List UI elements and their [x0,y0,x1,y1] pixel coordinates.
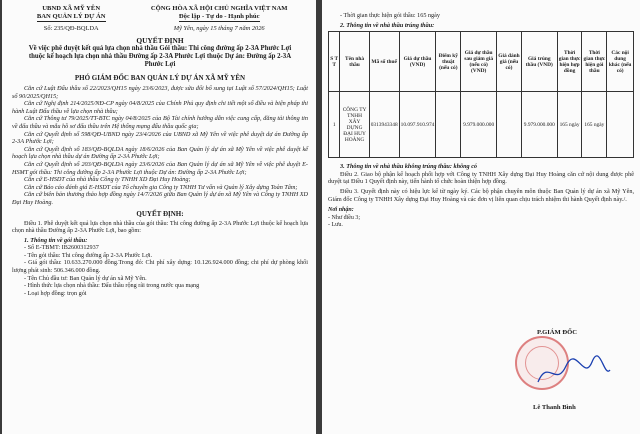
recipient-1: - Như điều 3; [328,214,361,221]
table-cell [497,92,522,158]
nation-line1: CỘNG HÒA XÃ HỘI CHỦ NGHĨA VIỆT NAM [150,5,288,12]
doc-date: Mỹ Yên, ngày 15 tháng 7 năm 2026 [173,25,265,32]
table-header-cell: Điểm kỹ thuật (nếu có) [436,32,461,92]
legal-basis-item: Căn cứ Báo cáo đánh giá E-HSDT của Tổ chuyên gia Công ty TNHH Tư vấn và Quản lý Xây dựng Toàn Tâm; [24,183,298,191]
legal-basis-item: Căn cứ E-HSDT của nhà thầu Công ty TNHH XD Đại Huy Hoàng; [24,176,191,184]
article-1: Điều 1. Phê duyệt kết quả lựa chọn nhà thầu của gói thầu: Thi công đường ấp 2-3A Phước Lợi thuộc kế hoạch lựa chọn nhà thầu Đường ấp 2-3A Phước Lợi, bao gồm: [12,219,308,235]
legal-basis-item: Căn cứ Thông tư 79/2025/TT-BTC ngày 04/8/2025 của Bộ Tài chính hướng dẫn việc cung cấp, đăng tải thông tin về đấu thầu và mẫu hồ sơ đấu thầu trên Hệ thống mạng đấu thầu quốc gia; [12,115,308,130]
table-header-cell: S T T [329,32,340,92]
header [12,5,308,22]
table-header-cell: Mã số thuế [369,32,399,92]
table-cell: 10.097.910.974 [399,92,436,158]
table-header-cell: Giá đánh giá (nếu có) [497,32,522,92]
doc-title: QUYẾT ĐỊNH [136,36,184,45]
table-cell: 9.979.000.000 [461,92,497,158]
signer-name: Lê Thanh Bình [533,404,576,411]
legal-basis-item: Căn cứ Quyết định số 203/QĐ-BQLDA ngày 23/6/2026 của Ban Quản lý dự án xã Mỹ Yên về việc phê duyệt E-HSMT gói thầu: Thi công đường ấp 2-3A Phước Lợi thuộc Dự án: Đường ấp 2-3A Phước Lợi; [12,160,308,176]
table-row [329,92,634,158]
right-page [322,0,640,434]
decision-heading: QUYẾT ĐỊNH: [136,209,184,218]
article-3: Điều 3. Quyết định này có hiệu lực kể từ ngày ký. Các bộ phận chuyên môn thuộc Ban Quản lý dự án xã Mỹ Yên, Giám đốc Công ty TNHH Xây dựng Đại Huy Hoàng và các đơn vị liên quan chịu trách nhiệm thi hành Quyết định này./. [328,187,634,203]
doc-number: Số: 235/QĐ-BQLDA [43,25,99,32]
legal-basis-item: Căn cứ Quyết định số 183/QĐ-BQLDA ngày 18/6/2026 của Ban Quản lý dự án xã Mỹ Yên về việc phê duyệt kế hoạch lựa chọn nhà thầu dự án Đường ấp 2-3A Phước Lợi; [12,145,308,161]
package-info-item: - Giá gói thầu: 10.633.270.000 đồng.Trong đó: Chi phí xây dựng: 10.126.924.000 đồng; chi phí dự phòng khối lượng phát sinh: 506.346.000 đồng. [12,259,308,275]
table-header-cell: Thời gian thực hiện gói thầu [582,32,607,92]
agency-line2: BAN QUẢN LÝ DỰ ÁN [36,13,106,20]
table-cell: 0313943348 [369,92,399,158]
table-cell [607,92,634,158]
table-cell: 165 ngày [582,92,607,158]
agency-block [12,5,130,22]
nation-block [130,5,308,22]
table-header-cell: Giá trúng thầu (VND) [521,32,557,92]
table-header-cell: Giá dự thầu sau giảm giá (nếu có) (VND) [461,32,497,92]
agency-line1: UBND XÃ MỸ YÊN [42,5,101,12]
left-page [2,0,316,434]
table-header-cell: Các nội dung khác (nếu có) [607,32,634,92]
doc-subtitle: Về việc phê duyệt kết quả lựa chọn nhà thầu Gói thầu: Thi công đường ấp 2-3A Phước Lợi thuộc kế hoạch lựa chọn nhà thầu Đường ấp 2-3A Phước Lợi thuộc Dự án: Đường ấp 2-3A Phước Lợi [28,45,292,68]
loser-heading: 3. Thông tin về nhà thầu không trúng thầu: không có [340,163,478,171]
legal-basis-item: Căn cứ Quyết định số 598/QĐ-UBND ngày 23/4/2026 của UBND xã Mỹ Yên về việc phê duyệt dự án Đường ấp 2-3A Phước Lợi; [12,130,308,146]
table-cell: 9.979.000.000 [521,92,557,158]
recipient-2: - Lưu. [328,221,343,228]
table-cell: CÔNG TY TNHH XÂY DỰNG ĐẠI HUY HOÀNG [340,92,369,158]
winner-heading: 2. Thông tin về nhà thầu trúng thầu: [340,21,435,29]
package-info-item: - Tên Chủ đầu tư: Ban Quản lý dự án xã Mỹ Yên. [24,274,147,282]
table-header-cell: Thời gian thực hiện hợp đồng [557,32,582,92]
winner-table [328,31,634,158]
table-cell [436,92,461,158]
legal-basis-item: Căn cứ Luật Đấu thầu số 22/2023/QH15 ngày 23/6/2023, được sửa đổi bổ sung tại Luật số 57/2024/QH15; Luật số 90/2025/QH15; [12,85,308,100]
duration-line: - Thời gian thực hiện gói thầu: 165 ngày [340,12,440,19]
authority: PHÓ GIÁM ĐỐC BAN QUẢN LÝ DỰ ÁN XÃ MỸ YÊN [74,74,246,82]
article-2: Điều 2. Giao bộ phận kế hoạch phối hợp với Công ty TNHH Xây dựng Đại Huy Hoàng căn cứ nội dung được phê duyệt tại Điều 1 Quyết định này, tiến hành tổ chức hoàn thiện hợp đồng. [328,170,634,186]
package-info-heading: 1. Thông tin về gói thầu: [24,236,88,244]
package-info-item: - Tên gói thầu: Thi công đường ấp 2-3A Phước Lợi. [24,251,153,259]
table-header-cell: Giá dự thầu (VND) [399,32,436,92]
legal-basis-item: Căn cứ biên bản thương thảo hợp đồng ngày 14/7/2026 giữa Ban Quản lý dự án xã Mỹ Yên và Công ty TNHH XD Đại Huy Hoàng. [12,191,308,206]
package-info-item: - Loại hợp đồng: trọn gói [24,289,87,297]
package-info [12,244,308,297]
table-cell: 165 ngày [557,92,582,158]
doc-meta [12,25,308,32]
nation-line2: Độc lập - Tự do - Hạnh phúc [178,13,260,20]
table-header-row [329,32,634,92]
table-header-cell: Tên nhà thầu [340,32,369,92]
package-info-item: - Số E-TBMT: IB2600312937 [24,244,99,252]
recipients [328,207,448,229]
legal-basis-item: Căn cứ Nghị định 214/2025/NĐ-CP ngày 04/8/2025 của Chính Phủ quy định chi tiết một số điều và biện pháp thi hành Luật Đấu thầu về lựa chọn nhà thầu; [12,100,308,115]
legal-bases [12,85,308,207]
table-cell: 1 [329,92,340,158]
recipients-heading: Nơi nhận: [328,207,354,214]
sign-title: P.GIÁM ĐỐC [537,329,578,336]
signature-scribble [534,352,614,392]
package-info-item: - Hình thức lựa chọn nhà thầu: Đấu thầu rộng rãi trong nước qua mạng [24,282,200,290]
